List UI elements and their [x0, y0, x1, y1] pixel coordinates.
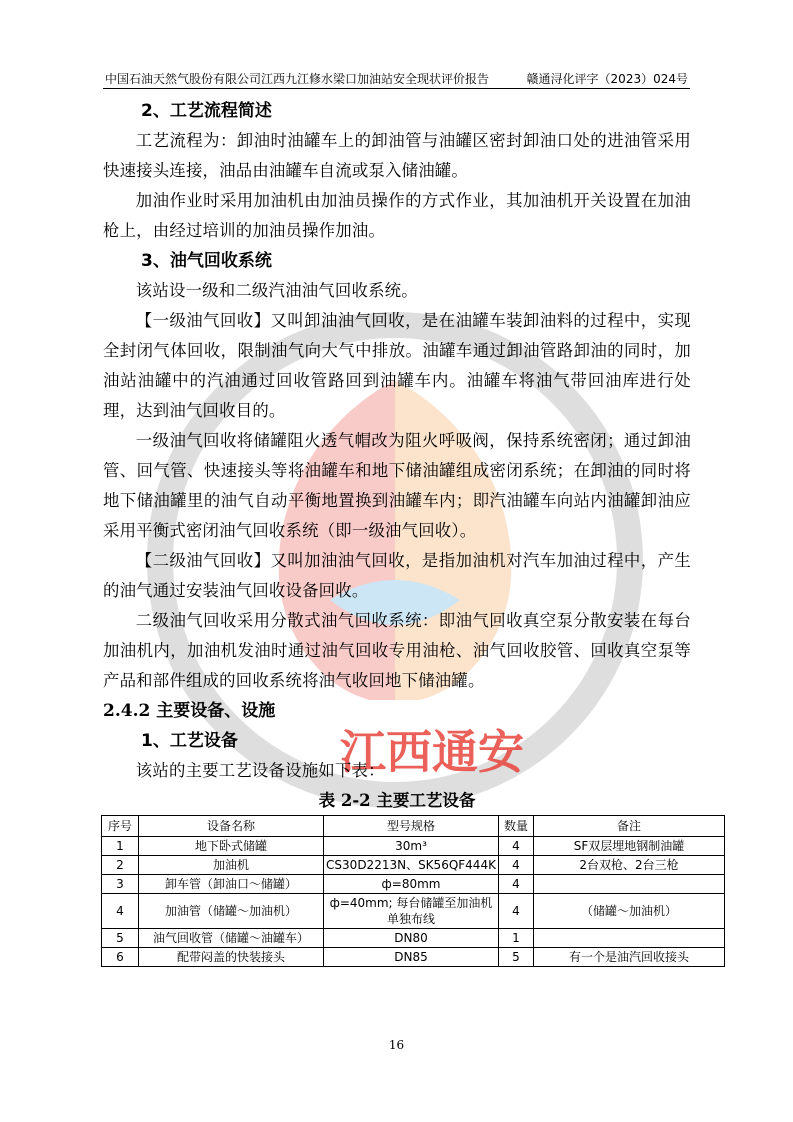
- table-cell: 2: [102, 856, 139, 875]
- table-cell: （储罐～加油机）: [534, 894, 725, 929]
- equipment-table: [101, 815, 725, 967]
- paragraph: 【一级油气回收】又叫卸油油气回收，是在油罐车装卸油料的过程中，实现全封闭气体回收，限制油气向大气中排放。油罐车通过卸油管路卸油的同时，加油站油罐中的汽油通过回收管路回到油罐车内。油罐车将油气带回油库进行处理，达到油气回收目的。: [103, 311, 691, 420]
- section-heading: 2.4.2 主要设备、设施: [103, 701, 276, 721]
- table-cell: 卸车管（卸油口～储罐）: [139, 875, 324, 894]
- page-header: [103, 68, 690, 89]
- table-cell: 30m³: [324, 837, 499, 856]
- table-cell: 6: [102, 948, 139, 967]
- body-content: [103, 96, 691, 814]
- table-cell: 1: [499, 929, 534, 948]
- table-cell: 4: [499, 837, 534, 856]
- page-number: 16: [388, 1038, 405, 1052]
- paragraph: 二级油气回收采用分散式油气回收系统：即油气回收真空泵分散安装在每台加油机内，加油机发油时通过油气回收专用油枪、油气回收胶管、回收真空泵等产品和部件组成的回收系统将油气收回地下储油罐。: [103, 611, 691, 690]
- table-cell: 加油机: [139, 856, 324, 875]
- table-cell: [534, 875, 725, 894]
- table-header-row: [102, 816, 725, 837]
- header-report-number: 赣通浔化评字（2023）024号: [526, 72, 688, 86]
- col-header: 备注: [534, 816, 725, 837]
- table-row: [102, 929, 725, 948]
- table-cell: 5: [499, 948, 534, 967]
- table-row: [102, 856, 725, 875]
- subsection-heading: 1、工艺设备: [141, 731, 238, 751]
- paragraph: 加油作业时采用加油机由加油员操作的方式作业，其加油机开关设置在加油枪上，由经过培训的加油员操作加油。: [103, 191, 691, 240]
- table-cell: 5: [102, 929, 139, 948]
- col-header: 设备名称: [139, 816, 324, 837]
- table-cell: 加油管（储罐～加油机）: [139, 894, 324, 929]
- table-row: [102, 948, 725, 967]
- table-cell: CS30D2213N、SK56QF444K: [324, 856, 499, 875]
- table-cell: 2台双枪、2台三枪: [534, 856, 725, 875]
- paragraph: 工艺流程为：卸油时油罐车上的卸油管与油罐区密封卸油口处的进油管采用快速接头连接，油品由油罐车自流或泵入储油罐。: [103, 131, 691, 180]
- table-cell: [534, 929, 725, 948]
- table-cell: 有一个是油汽回收接头: [534, 948, 725, 967]
- table-cell: SF双层埋地钢制油罐: [534, 837, 725, 856]
- col-header: 序号: [102, 816, 139, 837]
- paragraph: 一级油气回收将储罐阻火透气帽改为阻火呼吸阀，保持系统密闭；通过卸油管、回气管、快速接头等将油罐车和地下储油罐组成密闭系统；在卸油的同时将地下储油罐里的油气自动平衡地置换到油罐车内；即汽油罐车向站内油罐卸油应采用平衡式密闭油气回收系统（即一级油气回收）。: [103, 431, 691, 540]
- paragraph: 该站的主要工艺设备设施如下表：: [135, 761, 385, 780]
- table-cell: 配带闷盖的快装接头: [139, 948, 324, 967]
- col-header: 数量: [499, 816, 534, 837]
- table-cell: DN85: [324, 948, 499, 967]
- table-caption: 表 2-2 主要工艺设备: [318, 791, 476, 810]
- paragraph: 【二级油气回收】又叫加油油气回收，是指加油机对汽车加油过程中，产生的油气通过安装油气回收设备回收。: [103, 551, 691, 600]
- table-cell: ф=40mm; 每台储罐至加油机单独布线: [324, 894, 499, 929]
- paragraph: 该站设一级和二级汽油油气回收系统。: [135, 281, 418, 300]
- table-cell: 4: [499, 894, 534, 929]
- table-cell: 4: [102, 894, 139, 929]
- table-cell: 地下卧式储罐: [139, 837, 324, 856]
- watermark-text: 江西通安: [340, 725, 524, 779]
- subsection-heading: 3、油气回收系统: [141, 251, 272, 271]
- table-cell: DN80: [324, 929, 499, 948]
- table-row: [102, 894, 725, 929]
- table-cell: 油气回收管（储罐～油罐车）: [139, 929, 324, 948]
- table-cell: 1: [102, 837, 139, 856]
- table-cell: 3: [102, 875, 139, 894]
- table-cell: 4: [499, 856, 534, 875]
- table-cell: ф=80mm: [324, 875, 499, 894]
- table-row: [102, 837, 725, 856]
- subsection-heading: 2、工艺流程简述: [141, 101, 272, 121]
- header-left-title: 中国石油天然气股份有限公司江西九江修水梁口加油站安全现状评价报告: [105, 72, 490, 86]
- table-row: [102, 875, 725, 894]
- table-cell: 4: [499, 875, 534, 894]
- col-header: 型号规格: [324, 816, 499, 837]
